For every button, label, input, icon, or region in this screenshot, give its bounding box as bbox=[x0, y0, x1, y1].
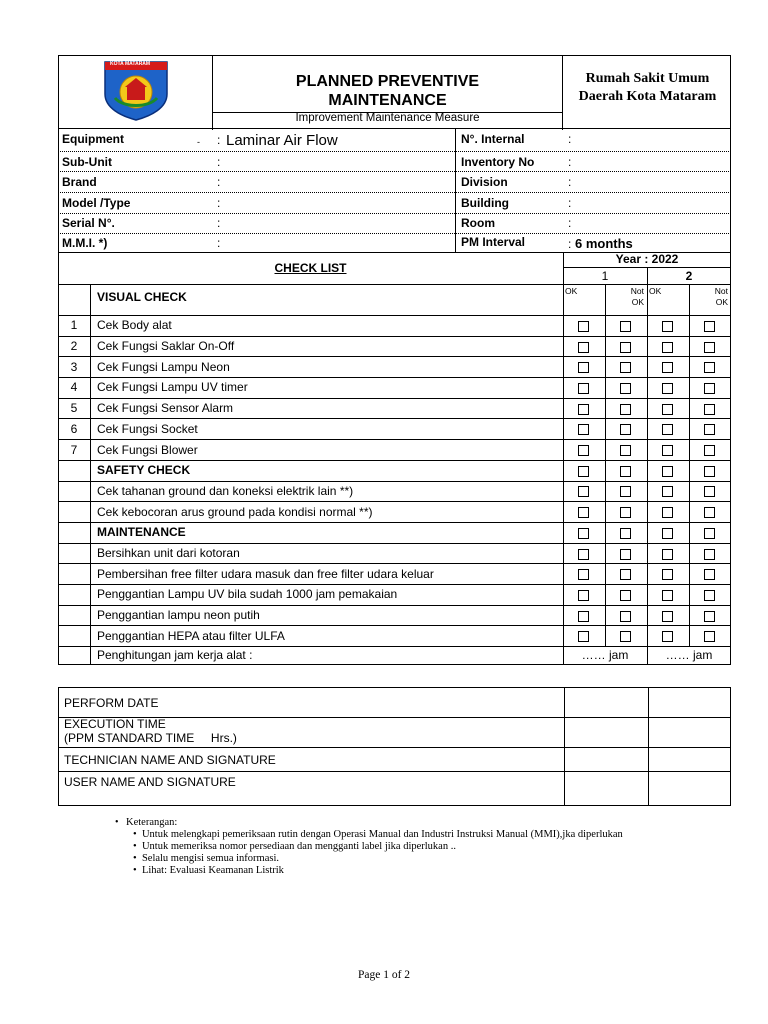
hours-row bbox=[58, 646, 731, 664]
equipment-dash: - bbox=[197, 137, 200, 147]
checklist-header bbox=[58, 252, 731, 284]
ok-checkbox[interactable] bbox=[662, 507, 673, 518]
ok-checkbox[interactable] bbox=[578, 507, 589, 518]
info-colon: : bbox=[568, 196, 572, 210]
ok-checkbox[interactable] bbox=[578, 486, 589, 497]
checklist-table bbox=[58, 284, 731, 665]
ok-checkbox[interactable] bbox=[662, 590, 673, 601]
info-label: M.M.I. *) bbox=[62, 236, 108, 250]
checklist-row bbox=[58, 336, 731, 357]
period-2-label: 2 bbox=[685, 269, 693, 283]
check-item-label: Cek Fungsi Socket bbox=[97, 421, 198, 436]
city-emblem-logo bbox=[101, 60, 171, 122]
ok-checkbox[interactable] bbox=[662, 631, 673, 642]
standard-time-label: (PPM STANDARD TIME Hrs.) bbox=[64, 731, 237, 745]
info-label: Equipment bbox=[62, 132, 124, 146]
hospital-cell bbox=[562, 55, 731, 130]
year-label: Year : 2022 bbox=[615, 252, 679, 266]
perform-date-label: PERFORM DATE bbox=[64, 696, 159, 710]
not-ok-checkbox[interactable] bbox=[620, 466, 631, 477]
check-item-label: Cek Fungsi Lampu UV timer bbox=[97, 380, 248, 395]
notes-heading-row bbox=[115, 817, 735, 829]
info-row bbox=[62, 132, 452, 152]
title-cell bbox=[213, 55, 562, 130]
status-column-header: OK bbox=[565, 286, 578, 296]
not-ok-checkbox[interactable] bbox=[704, 569, 715, 580]
perform-date-field-2[interactable] bbox=[649, 688, 729, 716]
note-item: • Lihat: Evaluasi Keamanan Listrik bbox=[133, 865, 284, 876]
ok-checkbox[interactable] bbox=[578, 321, 589, 332]
info-label: Inventory No bbox=[461, 155, 535, 169]
info-colon: : bbox=[568, 175, 572, 189]
row-number: 5 bbox=[70, 401, 78, 416]
checklist-row bbox=[58, 315, 731, 336]
ok-checkbox[interactable] bbox=[662, 404, 673, 415]
not-ok-checkbox[interactable] bbox=[704, 445, 715, 456]
check-item-label: Cek Fungsi Sensor Alarm bbox=[97, 401, 234, 416]
checklist-row bbox=[58, 419, 731, 440]
not-ok-checkbox[interactable] bbox=[704, 383, 715, 394]
check-item-label: Penggantian Lampu UV bila sudah 1000 jam pemakaian bbox=[97, 587, 398, 602]
ok-checkbox[interactable] bbox=[578, 466, 589, 477]
ok-checkbox[interactable] bbox=[662, 383, 673, 394]
not-ok-checkbox[interactable] bbox=[620, 404, 631, 415]
info-colon: : bbox=[217, 216, 221, 230]
hours-period-1[interactable]: …… jam bbox=[581, 648, 629, 663]
check-item-label: Bersihkan unit dari kotoran bbox=[97, 546, 240, 561]
info-label: Room bbox=[461, 216, 495, 230]
status-column-header: OK bbox=[649, 286, 662, 296]
ok-checkbox[interactable] bbox=[662, 466, 673, 477]
info-colon: : bbox=[217, 155, 221, 169]
not-ok-checkbox[interactable] bbox=[704, 404, 715, 415]
check-item-label: Penggantian HEPA atau filter ULFA bbox=[97, 628, 285, 643]
ok-checkbox[interactable] bbox=[662, 321, 673, 332]
period-1-label: 1 bbox=[601, 269, 609, 283]
signature-table bbox=[58, 687, 731, 806]
check-item-label: Cek Fungsi Saklar On-Off bbox=[97, 339, 235, 354]
section-row bbox=[58, 284, 731, 315]
info-colon: : bbox=[568, 132, 572, 146]
not-ok-checkbox[interactable] bbox=[704, 549, 715, 560]
equipment-info bbox=[58, 128, 731, 252]
not-ok-checkbox[interactable] bbox=[620, 590, 631, 601]
form-title-line1: PLANNED PREVENTIVE bbox=[295, 73, 480, 90]
status-column-header: Not OK bbox=[630, 286, 644, 307]
checklist-row bbox=[58, 398, 731, 419]
form-title-line2: MAINTENANCE bbox=[328, 92, 447, 109]
info-colon: : bbox=[568, 216, 572, 230]
ok-checkbox[interactable] bbox=[662, 424, 673, 435]
checklist-row bbox=[58, 584, 731, 605]
check-item-label: Pembersihan free filter udara masuk dan free filter udara keluar bbox=[97, 566, 434, 581]
notes-heading: Keterangan: bbox=[126, 817, 178, 828]
ok-checkbox[interactable] bbox=[578, 424, 589, 435]
ok-checkbox[interactable] bbox=[578, 342, 589, 353]
check-item-label: Cek Body alat bbox=[97, 318, 172, 333]
number-column-divider bbox=[90, 284, 91, 664]
notes-section bbox=[115, 817, 735, 877]
section-heading: SAFETY CHECK bbox=[97, 463, 191, 478]
page-number: Page 1 of 2 bbox=[357, 969, 411, 981]
row-number: 4 bbox=[70, 380, 78, 395]
checklist-row bbox=[58, 356, 731, 377]
note-item: • Untuk melengkapi pemeriksaan rutin dengan Operasi Manual dan Industri Instruksi Manual (MMI),jka diperlukan bbox=[133, 829, 623, 840]
ok-checkbox[interactable] bbox=[662, 362, 673, 373]
info-label: Brand bbox=[62, 175, 97, 189]
checklist-row bbox=[58, 501, 731, 522]
info-label: Division bbox=[461, 175, 508, 189]
ok-checkbox[interactable] bbox=[578, 445, 589, 456]
form-subtitle: Improvement Maintenance Measure bbox=[295, 112, 480, 124]
checklist-row bbox=[58, 481, 731, 502]
row-number: 1 bbox=[70, 318, 78, 333]
section-heading: VISUAL CHECK bbox=[97, 290, 187, 304]
check-item-label: Penggantian lampu neon putih bbox=[97, 608, 260, 623]
ok-checkbox[interactable] bbox=[578, 549, 589, 560]
not-ok-checkbox[interactable] bbox=[620, 486, 631, 497]
note-item: • Untuk memeriksa nomor persediaan dan mengganti label jika diperlukan .. bbox=[133, 841, 456, 852]
checklist-title: CHECK LIST bbox=[274, 261, 347, 275]
status-column-header: Not OK bbox=[714, 286, 728, 307]
ok-checkbox[interactable] bbox=[662, 569, 673, 580]
not-ok-checkbox[interactable] bbox=[620, 445, 631, 456]
info-colon: : bbox=[217, 236, 221, 250]
not-ok-checkbox[interactable] bbox=[620, 424, 631, 435]
section-row bbox=[58, 460, 731, 481]
info-colon: : bbox=[217, 175, 221, 189]
not-ok-checkbox[interactable] bbox=[704, 362, 715, 373]
ok-checkbox[interactable] bbox=[578, 569, 589, 580]
ok-checkbox[interactable] bbox=[578, 404, 589, 415]
technician-signature-label: TECHNICIAN NAME AND SIGNATURE bbox=[64, 753, 276, 767]
info-label: PM Interval bbox=[461, 235, 526, 249]
ok-checkbox[interactable] bbox=[662, 549, 673, 560]
equipment-value: Laminar Air Flow bbox=[226, 132, 338, 149]
not-ok-checkbox[interactable] bbox=[620, 569, 631, 580]
not-ok-checkbox[interactable] bbox=[704, 424, 715, 435]
status-column-divider bbox=[689, 284, 690, 646]
info-colon: : bbox=[568, 155, 572, 169]
section-heading: MAINTENANCE bbox=[97, 525, 186, 540]
hospital-name-line2: Daerah Kota Mataram bbox=[578, 89, 717, 104]
status-column-divider bbox=[647, 284, 648, 664]
row-number: 7 bbox=[70, 442, 78, 457]
logo-text: KOTA MATARAM bbox=[110, 61, 151, 67]
not-ok-checkbox[interactable] bbox=[704, 321, 715, 332]
not-ok-checkbox[interactable] bbox=[704, 486, 715, 497]
check-item-label: Cek kebocoran arus ground pada kondisi normal **) bbox=[97, 504, 373, 519]
info-colon: : bbox=[568, 237, 572, 251]
ok-checkbox[interactable] bbox=[578, 631, 589, 642]
perform-date-field-1[interactable] bbox=[565, 688, 647, 716]
ok-checkbox[interactable] bbox=[578, 528, 589, 539]
not-ok-checkbox[interactable] bbox=[620, 549, 631, 560]
status-column-divider bbox=[605, 284, 606, 646]
not-ok-checkbox[interactable] bbox=[704, 611, 715, 622]
checklist-row bbox=[58, 543, 731, 564]
checklist-row bbox=[58, 563, 731, 584]
not-ok-checkbox[interactable] bbox=[704, 507, 715, 518]
ok-checkbox[interactable] bbox=[662, 611, 673, 622]
not-ok-checkbox[interactable] bbox=[620, 321, 631, 332]
info-label: Serial N°. bbox=[62, 216, 115, 230]
not-ok-checkbox[interactable] bbox=[704, 528, 715, 539]
checklist-row bbox=[58, 439, 731, 460]
check-item-label: Cek tahanan ground dan koneksi elektrik lain **) bbox=[97, 483, 354, 498]
checklist-row bbox=[58, 605, 731, 626]
check-item-label: Cek Fungsi Lampu Neon bbox=[97, 359, 230, 374]
pm-interval-value: 6 months bbox=[575, 236, 633, 251]
execution-time-label: EXECUTION TIME bbox=[64, 717, 166, 731]
not-ok-checkbox[interactable] bbox=[620, 362, 631, 373]
info-label: Model /Type bbox=[62, 196, 131, 210]
ok-checkbox[interactable] bbox=[662, 486, 673, 497]
logo-cell bbox=[58, 55, 213, 130]
ok-checkbox[interactable] bbox=[662, 342, 673, 353]
row-number: 2 bbox=[70, 339, 78, 354]
check-item-label: Cek Fungsi Blower bbox=[97, 442, 198, 457]
hospital-name-line1: Rumah Sakit Umum bbox=[585, 71, 710, 86]
not-ok-checkbox[interactable] bbox=[620, 611, 631, 622]
hours-period-2[interactable]: …… jam bbox=[665, 648, 713, 663]
not-ok-checkbox[interactable] bbox=[620, 383, 631, 394]
row-number: 6 bbox=[70, 421, 78, 436]
ok-checkbox[interactable] bbox=[578, 611, 589, 622]
info-label: N°. Internal bbox=[461, 132, 525, 146]
info-label: Sub-Unit bbox=[62, 155, 112, 169]
note-item: • Selalu mengisi semua informasi. bbox=[133, 853, 279, 864]
ok-checkbox[interactable] bbox=[578, 383, 589, 394]
not-ok-checkbox[interactable] bbox=[620, 631, 631, 642]
not-ok-checkbox[interactable] bbox=[704, 590, 715, 601]
not-ok-checkbox[interactable] bbox=[620, 342, 631, 353]
checklist-row bbox=[58, 377, 731, 398]
info-colon: : bbox=[217, 133, 221, 147]
bullet-icon: • bbox=[115, 817, 127, 828]
not-ok-checkbox[interactable] bbox=[704, 631, 715, 642]
ok-checkbox[interactable] bbox=[578, 362, 589, 373]
status-column-divider bbox=[563, 284, 564, 664]
ok-checkbox[interactable] bbox=[662, 528, 673, 539]
not-ok-checkbox[interactable] bbox=[620, 507, 631, 518]
checklist-row bbox=[58, 626, 731, 647]
row-number: 3 bbox=[70, 359, 78, 374]
ok-checkbox[interactable] bbox=[578, 590, 589, 601]
hours-label: Penghitungan jam kerja alat : bbox=[97, 648, 253, 663]
user-signature-label: USER NAME AND SIGNATURE bbox=[64, 775, 236, 789]
not-ok-checkbox[interactable] bbox=[704, 342, 715, 353]
ok-checkbox[interactable] bbox=[662, 445, 673, 456]
info-colon: : bbox=[217, 196, 221, 210]
info-label: Building bbox=[461, 196, 509, 210]
not-ok-checkbox[interactable] bbox=[704, 466, 715, 477]
not-ok-checkbox[interactable] bbox=[620, 528, 631, 539]
section-row bbox=[58, 522, 731, 543]
